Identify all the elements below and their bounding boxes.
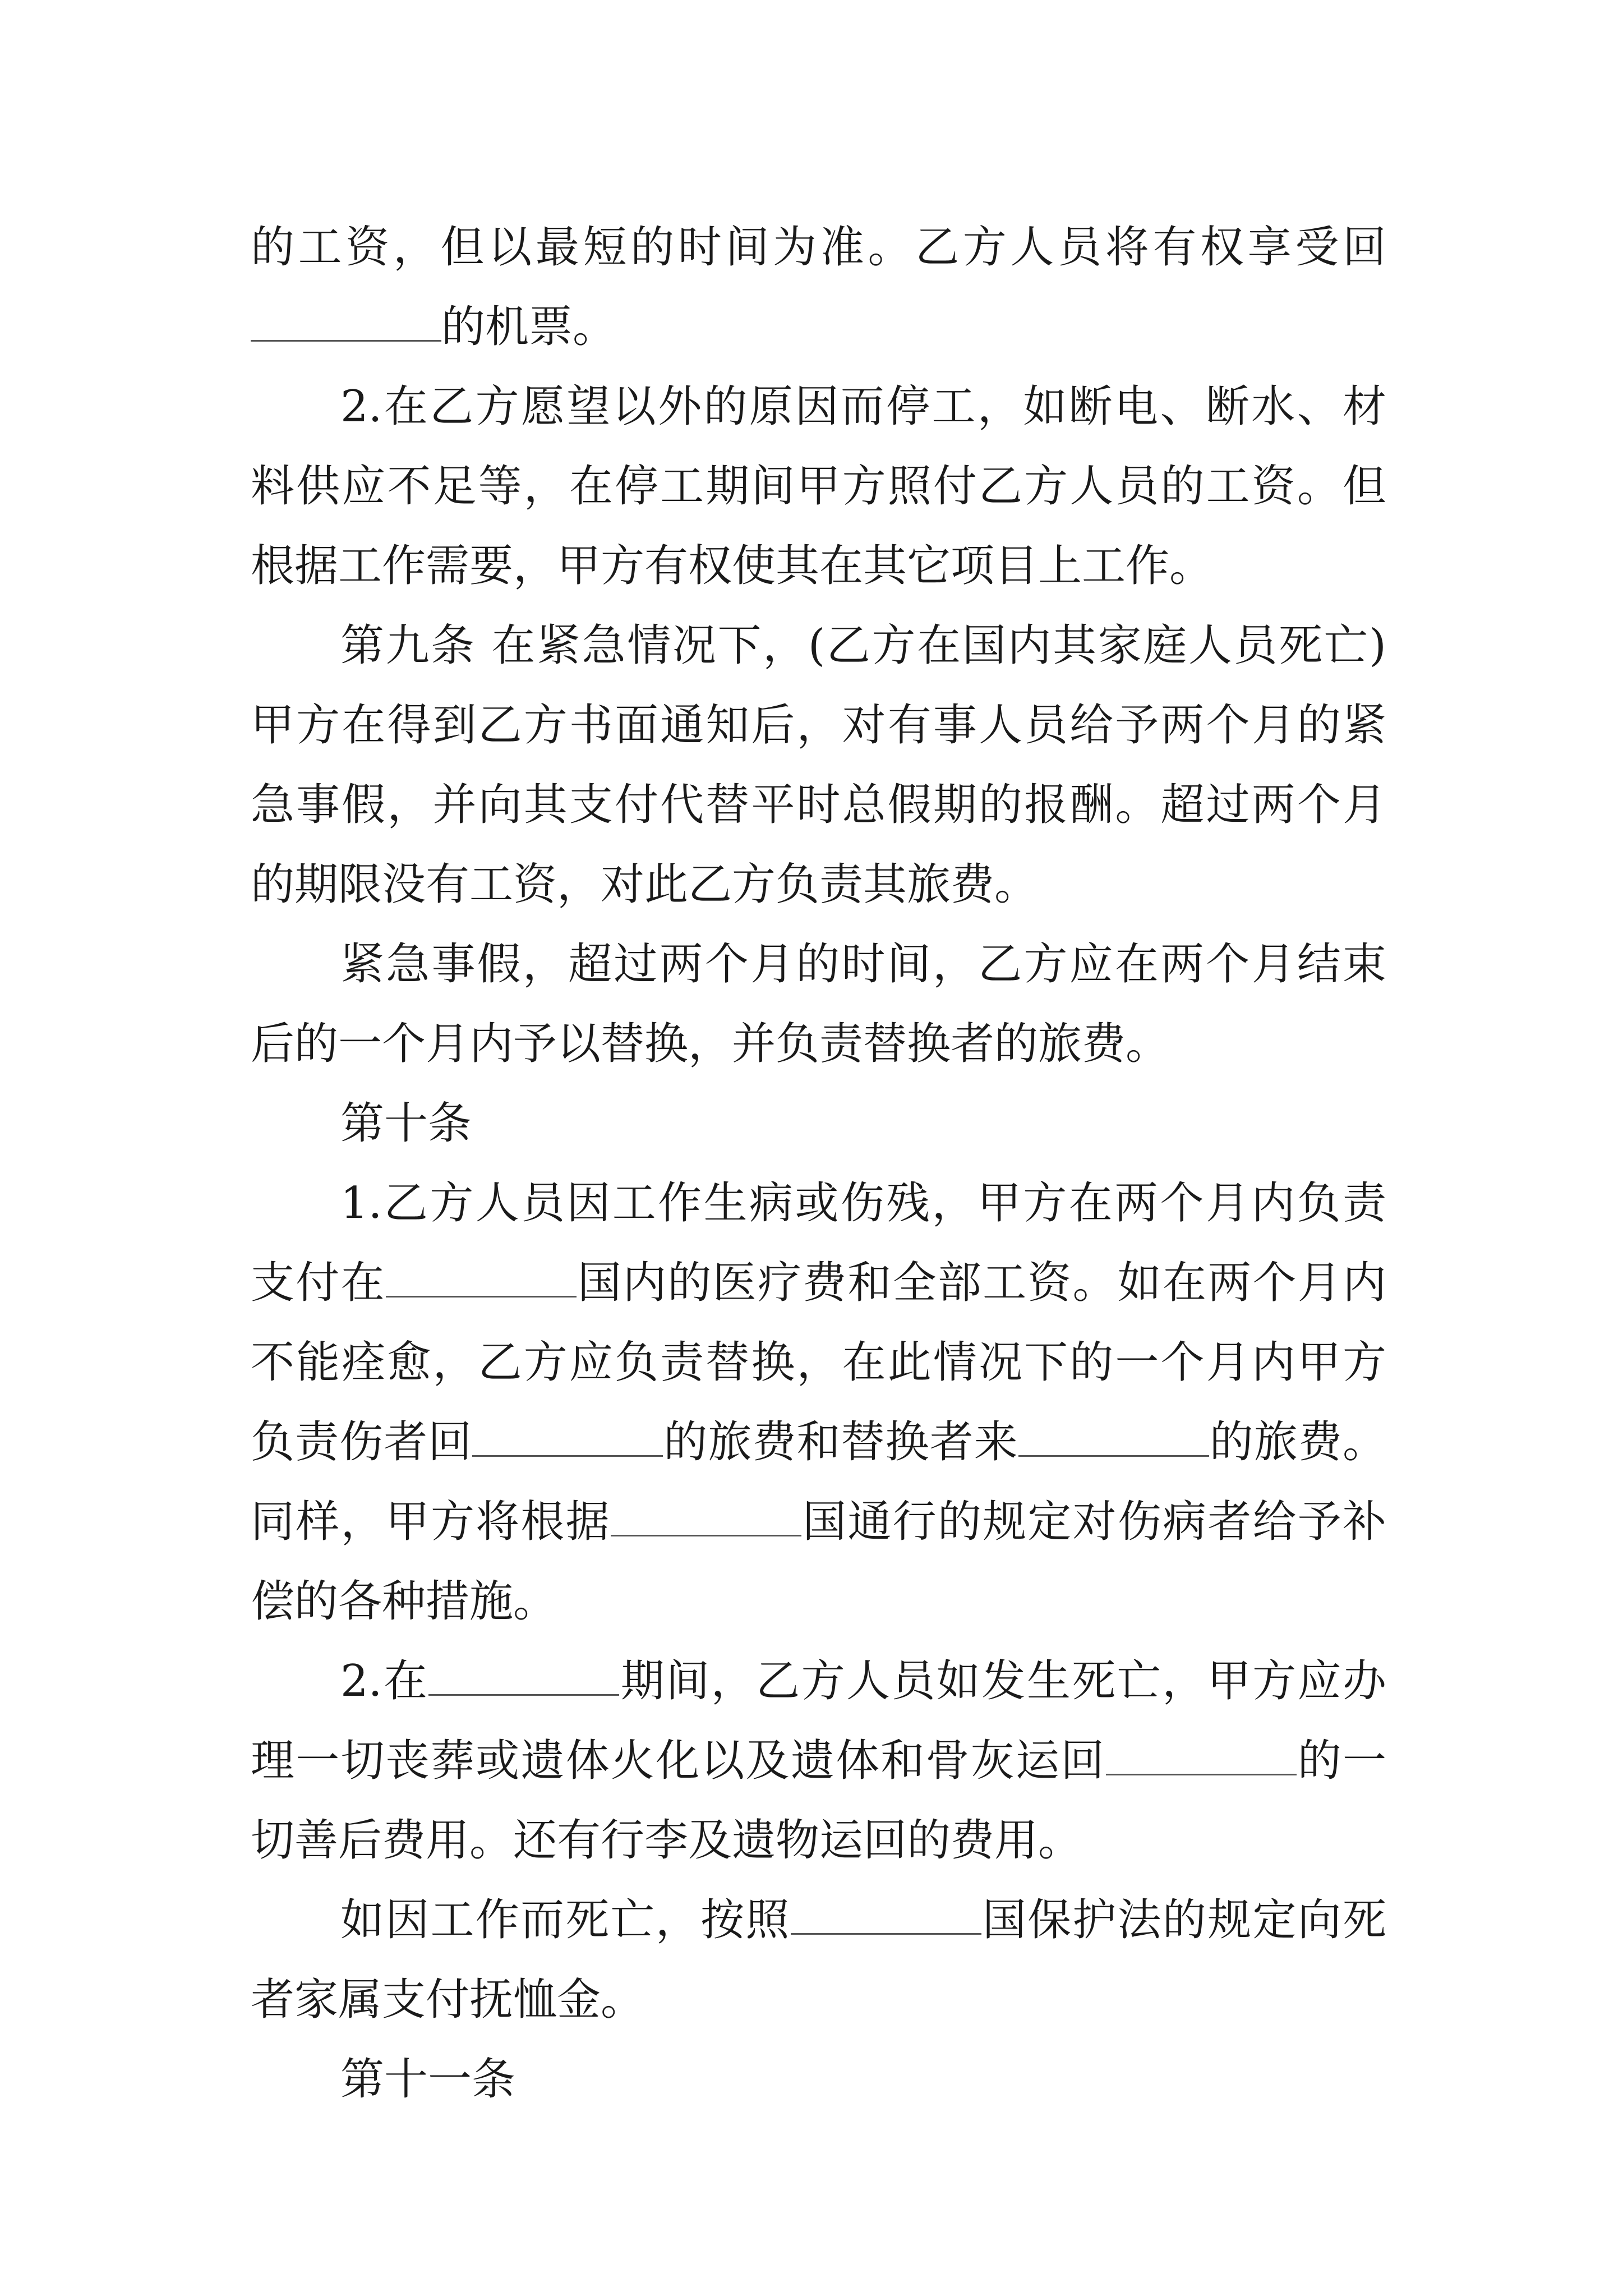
fill-in-blank [428, 1660, 619, 1696]
fill-in-blank [1106, 1740, 1297, 1775]
fill-in-blank [251, 306, 441, 342]
document-body [251, 208, 1386, 2119]
paragraph [251, 606, 1386, 924]
paragraph-text: 2.在乙方愿望以外的原因而停工，如断电、断水、材料供应不足等，在停工期间甲方照付乙方人员的工资。但根据工作需要，甲方有权使其在其它项目上工作。 [251, 381, 1386, 591]
paragraph-text: 的一切善后费用。还有行李及遗物运回的费用。 [251, 1736, 1386, 1866]
paragraph-text: 期间，乙方人员如发生死亡，甲方应办理一切丧葬或遗体火化以及遗体和骨灰运回 [251, 1656, 1386, 1786]
paragraph [251, 367, 1386, 606]
paragraph-text: 国保护法的规定向死者家属支付抚恤金。 [251, 1895, 1386, 2025]
paragraph-text: 第十条 [340, 1098, 472, 1149]
fill-in-blank [1018, 1421, 1209, 1457]
paragraph-text: 第十一条 [340, 2054, 516, 2105]
fill-in-blank [611, 1501, 801, 1536]
paragraph-text: 2.在 [340, 1656, 429, 1706]
paragraph-text: 紧急事假，超过两个月的时间，乙方应在两个月结束后的一个月内予以替换，并负责替换者的旅费。 [251, 939, 1386, 1069]
paragraph-text: 第九条 在紧急情况下，(乙方在国内其家庭人员死亡)甲方在得到乙方书面通知后，对有事人员给予两个月的紧急事假，并向其支付代替平时总假期的报酬。超过两个月的期限没有工资，对此乙方负责其旅费。 [251, 620, 1386, 910]
paragraph-text: 的旅费。同样，甲方将根据 [251, 1417, 1386, 1547]
paragraph [251, 2040, 1386, 2119]
paragraph-text: 的旅费和替换者来 [663, 1417, 1018, 1467]
paragraph-text: 的机票。 [441, 302, 617, 352]
paragraph [251, 1084, 1386, 1163]
paragraph [251, 1880, 1386, 2040]
paragraph-text: 国通行的规定对伤病者给予补偿的各种措施。 [251, 1497, 1386, 1627]
paragraph-text: 国内的医疗费和全部工资。如在两个月内不能痊愈，乙方应负责替换，在此情况下的一个月内甲方负责伤者回 [251, 1258, 1386, 1467]
paragraph [251, 208, 1386, 367]
fill-in-blank [472, 1421, 663, 1457]
paragraph [251, 1641, 1386, 1880]
paragraph-text: 1.乙方人员因工作生病或伤残，甲方在两个月内负责支付在 [251, 1178, 1386, 1308]
paragraph-text: 如因工作而死亡，按照 [340, 1895, 791, 1945]
fill-in-blank [386, 1262, 577, 1297]
paragraph [251, 1163, 1386, 1641]
paragraph-text: 的工资，但以最短的时间为准。乙方人员将有权享受回 [251, 222, 1386, 273]
paragraph [251, 924, 1386, 1084]
fill-in-blank [791, 1899, 981, 1935]
